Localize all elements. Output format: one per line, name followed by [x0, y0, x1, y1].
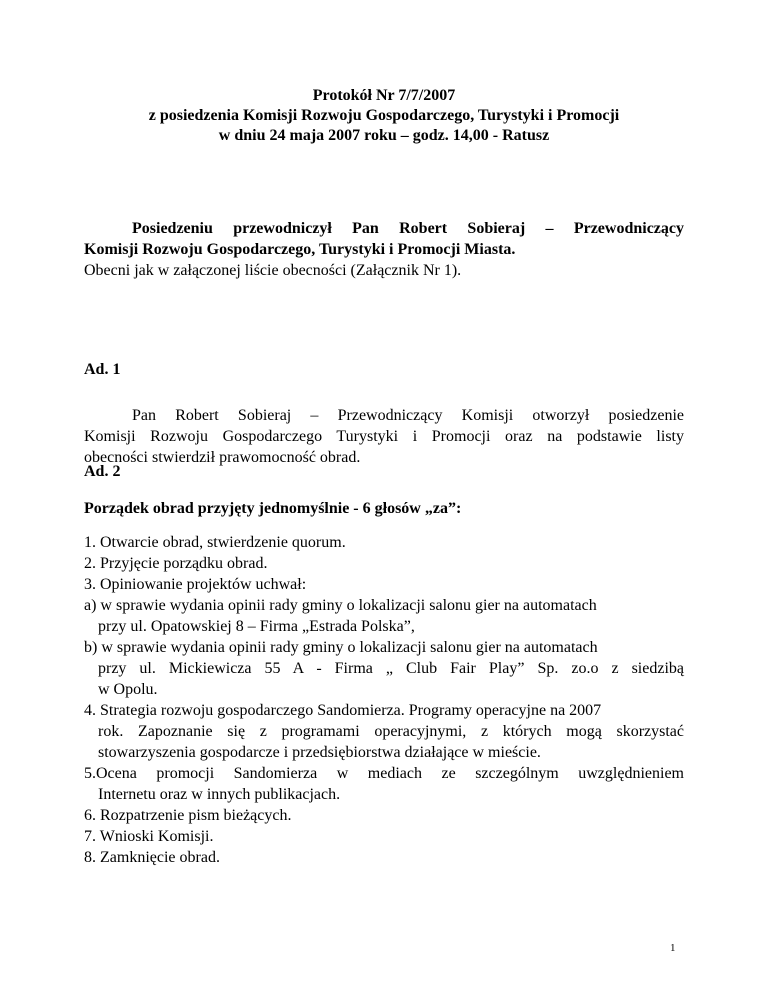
agenda-item: w Opolu. [98, 681, 158, 698]
agenda-item: 2. Przyjęcie porządku obrad. [84, 555, 268, 572]
intro-bold-line-1: Posiedzeniu przewodniczył Pan Robert Sobieraj – Przewodniczący [132, 220, 684, 237]
agenda-item: Internetu oraz w innych publikacjach. [98, 786, 341, 803]
agenda-item: 6. Rozpatrzenie pism bieżących. [84, 807, 292, 824]
agenda-item: 7. Wnioski Komisji. [84, 828, 214, 845]
agenda-list [84, 532, 684, 868]
intro-bold-line-2: Komisji Rozwoju Gospodarczego, Turystyki i Promocji Miasta. [84, 241, 516, 258]
agenda-item: przy ul. Mickiewicza 55 A - Firma „ Club Fair Play” Sp. zo.o z siedzibą [98, 660, 684, 677]
intro-attendance-line: Obecni jak w załączonej liście obecności (Załącznik Nr 1). [84, 262, 462, 279]
ad1-heading: Ad. 1 [84, 361, 121, 378]
ad2-subheading: Porządek obrad przyjęty jednomyślnie - 6 głosów „za”: [84, 500, 462, 517]
title-line-3: w dniu 24 maja 2007 roku – godz. 14,00 - Ratusz [218, 127, 550, 144]
intro-paragraph [84, 218, 684, 281]
agenda-item: przy ul. Opatowskiej 8 – Firma „Estrada Polska”, [98, 618, 415, 635]
ad2-heading: Ad. 2 [84, 463, 121, 480]
agenda-item: stowarzyszenia gospodarcze i przedsiębiorstwa działające w mieście. [98, 744, 541, 761]
title-line-2: z posiedzenia Komisji Rozwoju Gospodarczego, Turystyki i Promocji [148, 107, 620, 124]
page-number: 1 [670, 942, 676, 954]
ad1-line-3: obecności stwierdził prawomocność obrad. [84, 449, 361, 466]
protocol-title [84, 86, 684, 146]
agenda-item: rok. Zapoznanie się z programami operacyjnymi, z których mogą skorzystać [98, 723, 684, 740]
title-line-1: Protokół Nr 7/7/2007 [312, 87, 456, 104]
ad1-paragraph [84, 405, 684, 468]
agenda-item: 4. Strategia rozwoju gospodarczego Sandomierza. Programy operacyjne na 2007 [84, 702, 602, 719]
ad1-line-1: Pan Robert Sobieraj – Przewodniczący Komisji otworzył posiedzenie [132, 407, 684, 424]
agenda-item: 5.Ocena promocji Sandomierza w mediach ze szczególnym uwzględnieniem [84, 765, 684, 782]
agenda-item: 1. Otwarcie obrad, stwierdzenie quorum. [84, 534, 346, 551]
ad1-line-2: Komisji Rozwoju Gospodarczego Turystyki i Promocji oraz na podstawie listy [84, 428, 684, 445]
agenda-item: b) w sprawie wydania opinii rady gminy o lokalizacji salonu gier na automatach [84, 639, 598, 656]
agenda-item: a) w sprawie wydania opinii rady gminy o lokalizacji salonu gier na automatach [84, 597, 597, 614]
agenda-item: 8. Zamknięcie obrad. [84, 849, 220, 866]
agenda-item: 3. Opiniowanie projektów uchwał: [84, 576, 307, 593]
